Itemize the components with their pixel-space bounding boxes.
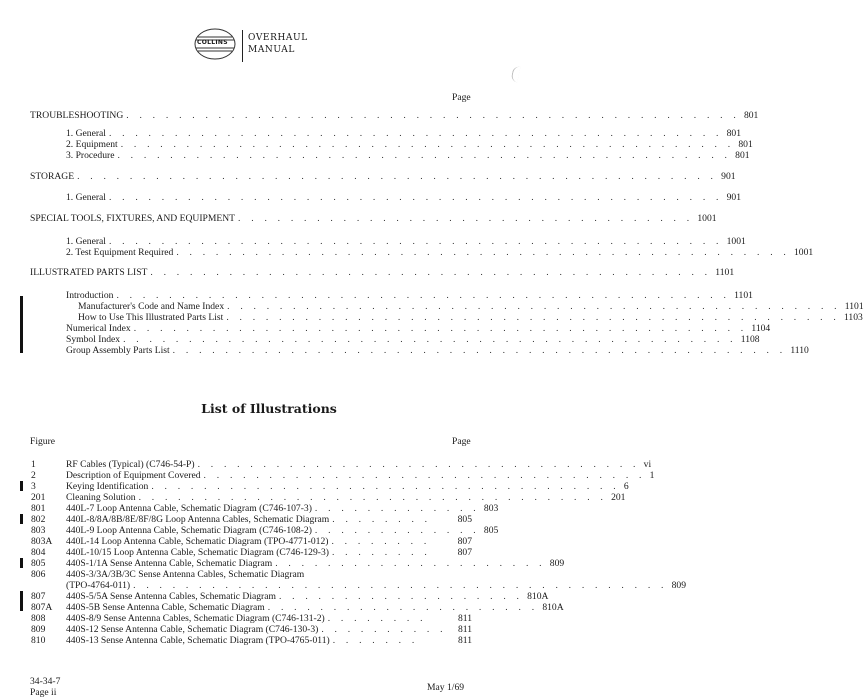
illustration-page: 807 xyxy=(457,536,472,547)
figure-number: 803 xyxy=(31,525,46,536)
illustration-desc: 440S-8/9 Sense Antenna Cables, Schematic Diagram (C746-131-2) xyxy=(66,613,325,624)
leader-dots: . . . . . . . . . . . . . . . . . . . . . . . . . . . . . . . . . . . . . . . . . . . . . . . xyxy=(120,139,735,150)
toc-item-label: Manufacturer's Code and Name Index xyxy=(78,301,225,312)
illustration-desc: Keying Identification xyxy=(66,481,149,492)
illustration-desc: 440L-10/15 Loop Antenna Cable, Schematic Diagram (C746-129-3) xyxy=(66,547,329,558)
illustration-page: 809 xyxy=(671,580,687,591)
toc-section-troubleshooting[interactable] xyxy=(30,110,759,121)
illustration-page: 810A xyxy=(527,591,549,602)
toc-page: 901 xyxy=(726,192,742,203)
illustration-row[interactable] xyxy=(66,580,687,591)
illustration-desc: 440S-12 Sense Antenna Cable, Schematic Diagram (C746-130-3) xyxy=(66,624,319,635)
logo-text: COLLINS xyxy=(197,39,228,46)
toc-item-label: 1. General xyxy=(66,128,106,139)
toc-item[interactable] xyxy=(66,236,746,247)
illustration-desc: 440S-5/5A Sense Antenna Cables, Schematic Diagram xyxy=(66,591,276,602)
illustration-desc: Description of Equipment Covered xyxy=(66,470,201,481)
manual-title-line1: OVERHAUL xyxy=(248,33,308,43)
leader-dots: . . . . . . . xyxy=(332,635,419,646)
figure-number: 808 xyxy=(31,613,46,624)
leader-dots: . . . . . . . . . . xyxy=(321,624,447,635)
toc-page: 1001 xyxy=(726,236,746,247)
margin-mark xyxy=(510,65,520,82)
leader-dots: . . . . . . . . . . . . . . . . . . . . . . . . . . . . . . . . . . . . . . . . . . . xyxy=(150,267,712,278)
leader-dots: . . . . . . . . . . . . . . . . . . . xyxy=(278,591,524,602)
leader-dots: . . . . . . . . . . . . . . . . . . . . . . . . . . . . . . . . . . . . . . . . . . . . . . . xyxy=(226,312,840,323)
contents-page-header: Page xyxy=(452,92,471,103)
leader-dots: . . . . . . . . . . . . . . . . . . . . . . . . . . . . . . . . . . . . xyxy=(151,481,620,492)
toc-item[interactable] xyxy=(66,247,814,258)
change-bar xyxy=(20,558,23,568)
illustration-row[interactable] xyxy=(66,591,549,602)
leader-dots: . . . . . . . . xyxy=(331,536,431,547)
illustration-row[interactable] xyxy=(66,514,472,525)
toc-item[interactable] xyxy=(66,290,753,301)
illustration-row[interactable] xyxy=(66,558,565,569)
illustration-row[interactable] xyxy=(66,624,472,635)
illustration-row[interactable] xyxy=(66,536,472,547)
illustration-row[interactable] xyxy=(66,470,655,481)
illustration-row[interactable] xyxy=(66,569,472,580)
illustration-page: 6 xyxy=(623,481,629,492)
leader-dots: . . . . . . . . . . . . . xyxy=(314,525,480,536)
figure-number: 2 xyxy=(31,470,36,481)
change-bar xyxy=(20,296,23,353)
illustration-row[interactable] xyxy=(66,602,564,613)
toc-page: 801 xyxy=(738,139,753,150)
illustration-desc: 440L-8/8A/8B/8E/8F/8G Loop Antenna Cables, Schematic Diagram xyxy=(66,514,330,525)
toc-section-storage[interactable] xyxy=(30,171,736,182)
toc-item-label: 1. General xyxy=(66,192,106,203)
illustrations-title: List of Illustrations xyxy=(201,401,337,416)
figure-number: 3 xyxy=(31,481,36,492)
toc-section-title: TROUBLESHOOTING xyxy=(30,110,124,121)
revision-date: May 1/69 xyxy=(427,682,465,693)
toc-item[interactable] xyxy=(66,150,750,161)
toc-page: 801 xyxy=(726,128,742,139)
leader-dots: . . . . . . . . . . . . . . . . . . . . . . . . . . . . . . . . . . xyxy=(203,470,646,481)
toc-page: 1108 xyxy=(740,334,760,345)
leader-dots: . . . . . . . . . . . . . . . . . . . . . . . . . . . . . . . . . . . xyxy=(238,213,694,224)
illustration-desc: (TPO-4764-011) xyxy=(66,580,131,591)
toc-item[interactable] xyxy=(66,345,809,356)
illustration-row[interactable] xyxy=(66,635,472,646)
leader-dots: . . . . . . . . xyxy=(327,613,427,624)
illustration-page: 805 xyxy=(457,514,472,525)
leader-dots: . . . . . . . . . . . . . . . . . . . . . xyxy=(275,558,546,569)
illustration-page: 811 xyxy=(457,635,472,646)
illustration-page: 809 xyxy=(549,558,565,569)
figure-number: 1 xyxy=(31,459,36,470)
leader-dots: . . . . . . . . . . . . . . . . . . . . . . . . . . . . . . . . . . . . . . . . . . . . . . . xyxy=(123,334,737,345)
illustration-desc: 440L-7 Loop Antenna Cable, Schematic Diagram (C746-107-3) xyxy=(66,503,312,514)
toc-page: 1101 xyxy=(734,290,753,301)
toc-item-label: How to Use This Illustrated Parts List xyxy=(78,312,224,323)
illustration-desc: 440S-1/1A Sense Antenna Cable, Schematic Diagram xyxy=(66,558,273,569)
leader-dots: . . . . . . . . . . . . . . . . . . . . . . . . . . . . . . . . . . . . . . . . . . . . . . . xyxy=(133,323,748,334)
leader-dots: . . . . . . . . . . . . . . . . . . . . . . . . . . . . . . . . . . . . . . . . . . . . . . . xyxy=(117,150,732,161)
toc-item[interactable] xyxy=(66,323,771,334)
toc-page: 901 xyxy=(721,171,736,182)
leader-dots: . . . . . . . . . . . . . . . . . . . . . . . . . . . . . . . . . . . . . . . . . . . . . . . xyxy=(176,247,790,258)
figure-number: 804 xyxy=(31,547,46,558)
leader-dots: . . . . . . . . . . . . . . . . . . . . . . . . . . . . . . . . . . xyxy=(197,459,640,470)
leader-dots: . . . . . . . . . . . . . xyxy=(314,503,480,514)
illustration-page: 201 xyxy=(611,492,626,503)
illustration-row[interactable] xyxy=(66,459,652,470)
page-label: Page ii xyxy=(30,687,57,698)
toc-section-title: STORAGE xyxy=(30,171,75,182)
toc-item-label: 2. Test Equipment Required xyxy=(66,247,174,258)
leader-dots: . . . . . . . . . . . . . . . . . . . . . . . . . . . . . . . . . . . . . . . . . . . . . . . xyxy=(108,192,723,203)
leader-dots: . . . . . . . . . . . . . . . . . . . . . . . . . . . . . . . . . . . . xyxy=(138,492,608,503)
toc-section-title: ILLUSTRATED PARTS LIST xyxy=(30,267,148,278)
figure-number: 201 xyxy=(31,492,46,503)
illustration-page: 810A xyxy=(542,602,564,613)
leader-dots: . . . . . . . . . . . . . . . . . . . . . . . . . . . . . . . . . . . . . . . . . . . . . . . xyxy=(126,110,740,121)
toc-section-ipl[interactable] xyxy=(30,267,735,278)
collins-logo xyxy=(192,28,238,60)
toc-item[interactable] xyxy=(66,192,742,203)
change-bar xyxy=(20,514,23,524)
leader-dots: . . . . . . . . . . . . . . . . . . . . . . . . . . . . . . . . . . . . . . . . . . . . . . . xyxy=(108,236,723,247)
manual-title xyxy=(248,32,308,56)
illustration-page: 807 xyxy=(457,547,472,558)
illustration-desc: 440L-14 Loop Antenna Cable, Schematic Diagram (TPO-4771-012) xyxy=(66,536,329,547)
header-divider xyxy=(242,30,243,62)
leader-dots: . . . . . . . . . . . . . . . . . . . . . . . . . . . . . . . . . . . . . . . . . . . . . . . xyxy=(172,345,787,356)
illustration-row[interactable] xyxy=(66,525,499,536)
illustration-row[interactable] xyxy=(66,492,626,503)
figure-number: 806 xyxy=(31,569,46,580)
toc-page: 801 xyxy=(735,150,750,161)
toc-page: 1110 xyxy=(790,345,809,356)
toc-item[interactable] xyxy=(66,334,760,345)
illustration-row[interactable] xyxy=(66,547,472,558)
toc-page: 1101 xyxy=(844,301,864,312)
toc-page: 1104 xyxy=(751,323,771,334)
toc-page: 801 xyxy=(743,110,759,121)
illustration-row[interactable] xyxy=(66,481,629,492)
illustration-desc: 440S-13 Sense Antenna Cable, Schematic Diagram (TPO-4765-011) xyxy=(66,635,330,646)
figure-number: 803A xyxy=(31,536,53,547)
illustration-desc: RF Cables (Typical) (C746-54-P) xyxy=(66,459,195,470)
figure-number: 809 xyxy=(31,624,46,635)
toc-item-label: 2. Equipment xyxy=(66,139,118,150)
toc-section-title: SPECIAL TOOLS, FIXTURES, AND EQUIPMENT xyxy=(30,213,236,224)
leader-dots: . . . . . . . . . . . . . . . . . . . . . . . . . . . . . . . . . . . . . . . . . . . . . . . xyxy=(116,290,731,301)
illustration-page: 811 xyxy=(457,613,472,624)
manual-title-line2: MANUAL xyxy=(248,45,295,55)
toc-page: 1101 xyxy=(715,267,735,278)
figure-number: 807 xyxy=(31,591,46,602)
toc-page: 1001 xyxy=(794,247,814,258)
leader-dots: . . . . . . . . . . . . . . . . . . . . . . . . . . . . . . . . . . . . . . . . . . . . . . . . . xyxy=(77,171,718,182)
change-bar xyxy=(20,591,23,611)
leader-dots: . . . . . . . . . . . . . . . . . . . . . . . . . . . . . . . . . . . . . . . . . xyxy=(133,580,668,591)
illustration-page: 811 xyxy=(457,624,472,635)
figure-number: 802 xyxy=(31,514,46,525)
illustration-page: vi xyxy=(643,459,652,470)
leader-dots: . . . . . . . . xyxy=(332,514,432,525)
illustration-page: 805 xyxy=(483,525,499,536)
figure-col-header: Figure xyxy=(30,436,56,447)
figure-number: 807A xyxy=(31,602,53,613)
toc-item-label: 1. General xyxy=(66,236,106,247)
toc-item[interactable] xyxy=(78,312,863,323)
figure-number: 805 xyxy=(31,558,46,569)
illustration-row[interactable] xyxy=(66,613,472,624)
illustration-desc: 440S-3/3A/3B/3C Sense Antenna Cables, Schematic Diagram xyxy=(66,569,305,580)
toc-item-label: Symbol Index xyxy=(66,334,121,345)
illustration-page: 803 xyxy=(483,503,499,514)
illustration-desc: 440L-9 Loop Antenna Cable, Schematic Diagram (C746-108-2) xyxy=(66,525,312,536)
illustration-desc: Cleaning Solution xyxy=(66,492,136,503)
toc-item-label: Group Assembly Parts List xyxy=(66,345,170,356)
doc-number: 34-34-7 xyxy=(30,676,61,687)
leader-dots: . . . . . . . . xyxy=(331,547,431,558)
leader-dots: . . . . . . . . . . . . . . . . . . . . . . . . . . . . . . . . . . . . . . . . . . . . . . . xyxy=(227,301,841,312)
illustration-page: 1 xyxy=(649,470,655,481)
toc-item-label: Introduction xyxy=(66,290,114,301)
leader-dots: . . . . . . . . . . . . . . . . . . . . . xyxy=(267,602,539,613)
toc-item-label: Numerical Index xyxy=(66,323,131,334)
figure-number: 810 xyxy=(31,635,46,646)
change-bar xyxy=(20,481,23,491)
toc-page: 1001 xyxy=(697,213,717,224)
illustration-desc: 440S-5B Sense Antenna Cable, Schematic Diagram xyxy=(66,602,265,613)
figure-number: 801 xyxy=(31,503,46,514)
toc-item-label: 3. Procedure xyxy=(66,150,115,161)
toc-item[interactable] xyxy=(66,139,753,150)
page-col-header: Page xyxy=(452,436,471,447)
toc-item[interactable] xyxy=(66,128,742,139)
toc-page: 1103 xyxy=(843,312,863,323)
illustration-row[interactable] xyxy=(66,503,499,514)
toc-section-special-tools[interactable] xyxy=(30,213,717,224)
toc-item[interactable] xyxy=(78,301,864,312)
leader-dots: . . . . . . . . . . . . . . . . . . . . . . . . . . . . . . . . . . . . . . . . . . . . . . . xyxy=(108,128,723,139)
